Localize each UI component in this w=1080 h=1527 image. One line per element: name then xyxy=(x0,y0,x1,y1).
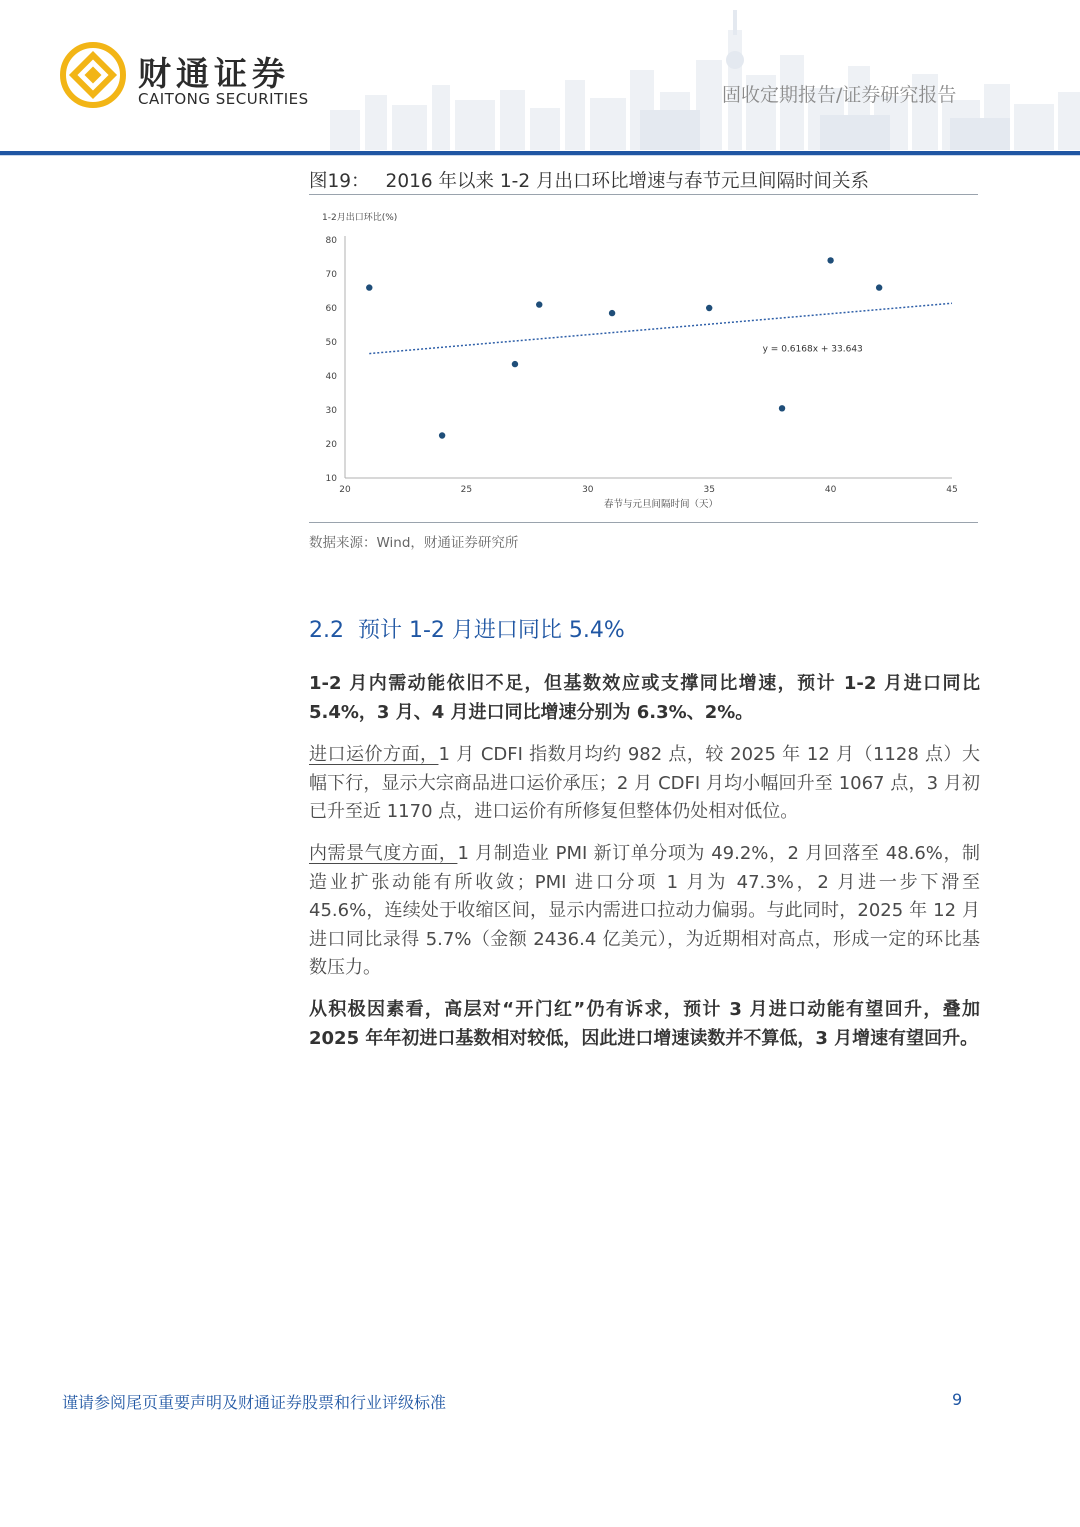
report-type: 固收定期报告/证券研究报告 xyxy=(722,84,957,106)
scatter-point xyxy=(609,310,615,316)
figure-title xyxy=(309,167,978,193)
scatter-point xyxy=(706,305,712,311)
freight-paragraph xyxy=(309,741,980,827)
header-divider-thin xyxy=(0,155,1080,156)
x-tick-label: 30 xyxy=(582,485,594,495)
logo-chinese-name: 财通证券 xyxy=(138,54,290,93)
demand-lead: 内需景气度方面， xyxy=(309,843,458,864)
y-tick-label: 40 xyxy=(325,372,337,382)
x-tick-label: 35 xyxy=(703,485,715,495)
section-number: 2.2 xyxy=(309,618,344,643)
y-tick-label: 30 xyxy=(325,406,337,416)
scatter-point xyxy=(876,284,882,290)
freight-lead: 进口运价方面， xyxy=(309,744,439,765)
trendline xyxy=(369,303,952,353)
caitong-logo-icon xyxy=(60,42,126,108)
y-tick-label: 20 xyxy=(325,440,337,450)
outlook-paragraph: 从积极因素看，高层对“开门红”仍有诉求，预计 3 月进口动能有望回升，叠加 2025 年年初进口基数相对较低，因此进口增速读数并不算低，3 月增速有望回升。 xyxy=(309,999,980,1049)
figure-caption: 2016 年以来 1-2 月出口环比增速与春节元旦间隔时间关系 xyxy=(385,171,869,192)
scatter-point xyxy=(366,284,372,290)
y-tick-label: 70 xyxy=(325,270,337,280)
footer-disclaimer: 谨请参阅尾页重要声明及财通证券股票和行业评级标准 xyxy=(62,1393,447,1412)
demand-paragraph xyxy=(309,840,980,983)
figure-top-rule xyxy=(309,194,978,195)
summary-paragraph: 1-2 月内需动能依旧不足，但基数效应或支撑同比增速，预计 1-2 月进口同比 5.4%，3 月、4 月进口同比增速分别为 6.3%、2%。 xyxy=(309,673,980,723)
y-axis-title: 1-2月出口环比(%) xyxy=(322,213,398,223)
page-number: 9 xyxy=(952,1390,963,1409)
x-tick-label: 45 xyxy=(946,485,958,495)
scatter-point xyxy=(512,361,518,367)
y-tick-label: 60 xyxy=(325,304,337,314)
x-tick-label: 25 xyxy=(460,485,473,495)
section-title: 预计 1-2 月进口同比 5.4% xyxy=(358,618,625,643)
section-heading xyxy=(309,613,625,644)
y-tick-label: 10 xyxy=(325,474,337,484)
figure-bottom-rule xyxy=(309,522,978,523)
trendline-equation: y = 0.6168x + 33.643 xyxy=(762,344,863,355)
page-header xyxy=(0,0,1080,156)
scatter-point xyxy=(827,257,833,263)
figure-source: 数据来源：Wind，财通证券研究所 xyxy=(309,535,519,551)
x-axis-title: 春节与元旦间隔时间（天） xyxy=(603,499,719,510)
y-tick-label: 80 xyxy=(325,236,337,246)
figure-label: 图19： xyxy=(309,171,370,192)
logo-english-name: CAITONG SECURITIES xyxy=(138,90,309,108)
freight-body: 1 月 CDFI 指数月均约 982 点，较 2025 年 12 月（1128 点）大幅下行，显示大宗商品进口运价承压；2 月 CDFI 月均小幅回升至 1067 点，3 月初已升至近 1170 点，进口运价有所修复但整体仍处相对低位。 xyxy=(309,744,980,823)
x-tick-label: 40 xyxy=(824,485,837,495)
demand-body: 1 月制造业 PMI 新订单分项为 49.2%，2 月回落至 48.6%，制造业扩张动能有所收敛；PMI 进口分项 1 月为 47.3%，2 月进一步下滑至 45.6%，连续处于收缩区间，显示内需进口拉动力偏弱。与此同时，2025 年 12 月进口同比录得 5.7%（金额 2436.4 亿美元），为近期相对高点，形成一定的环比基数压力。 xyxy=(309,843,981,979)
scatter-point xyxy=(779,405,785,411)
x-tick-label: 20 xyxy=(339,485,351,495)
y-tick-label: 50 xyxy=(325,338,337,348)
scatter-point xyxy=(439,432,445,438)
scatter-point xyxy=(536,301,542,307)
scatter-chart xyxy=(309,200,978,518)
